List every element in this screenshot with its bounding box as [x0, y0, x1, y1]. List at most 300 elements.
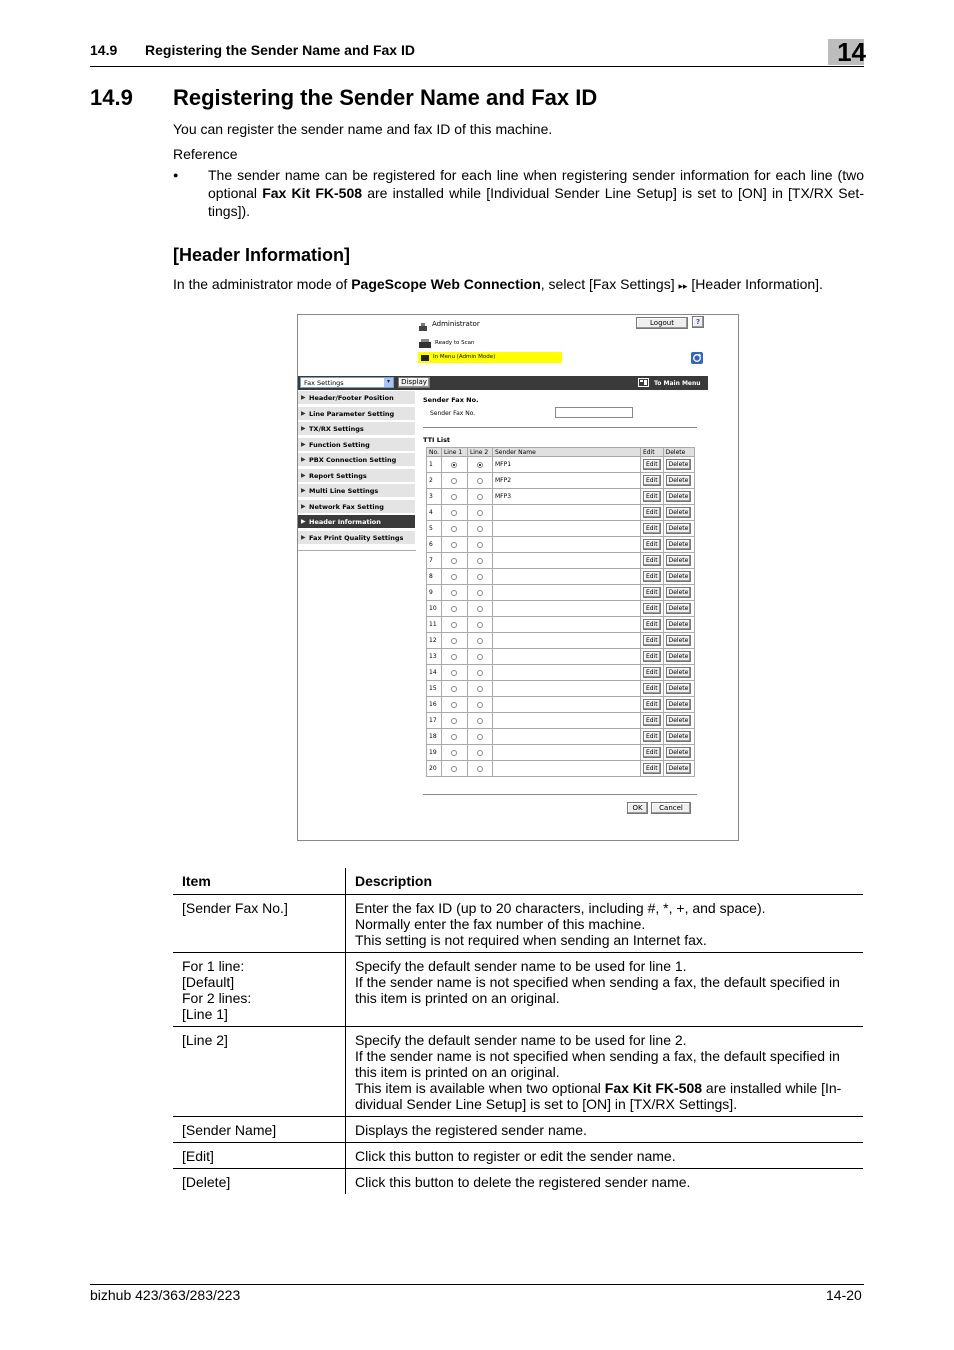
tti-row-no: 11	[427, 617, 442, 633]
menu-item-label: Multi Line Settings	[309, 487, 379, 495]
desc-description	[346, 1027, 864, 1117]
tti-row-sender-name	[492, 537, 640, 553]
tti-delete-cell	[663, 601, 694, 617]
tti-row-no: 7	[427, 553, 442, 569]
delete-button[interactable]: Delete	[666, 619, 692, 630]
heading-number: 14.9	[90, 85, 133, 110]
tti-delete-cell	[663, 745, 694, 761]
desc-item: [Sender Fax No.]	[173, 895, 346, 953]
delete-button[interactable]: Delete	[666, 459, 692, 470]
desc-item: For 1 line: [Default] For 2 lines: [Line 1]	[173, 953, 346, 1027]
tti-header-no: No.	[427, 448, 442, 457]
edit-button[interactable]: Edit	[643, 571, 661, 582]
category-select-value: Fax Settings	[304, 379, 344, 387]
delete-button[interactable]: Delete	[666, 731, 692, 742]
desc-header-description: Description	[346, 868, 864, 895]
tti-row-sender-name	[492, 649, 640, 665]
sender-fax-title: Sender Fax No.	[423, 396, 479, 404]
tti-line2-cell	[467, 569, 492, 585]
tti-row-no: 13	[427, 649, 442, 665]
desc-item: [Edit]	[173, 1143, 346, 1169]
desc-line: This setting is not required when sending an Internet fax.	[355, 932, 707, 948]
edit-button[interactable]: Edit	[643, 747, 661, 758]
desc-header-row	[173, 868, 863, 895]
tti-line2-cell	[467, 473, 492, 489]
tti-line1-cell	[441, 633, 467, 649]
tti-row-sender-name	[492, 681, 640, 697]
category-select[interactable]	[300, 377, 394, 388]
tti-line2-cell	[467, 633, 492, 649]
triangle-right-icon: ▶	[301, 518, 306, 525]
tti-row-no: 20	[427, 761, 442, 777]
tti-delete-cell	[663, 713, 694, 729]
line2-radio[interactable]	[477, 702, 483, 708]
tti-header-edit: Edit	[640, 448, 663, 457]
tti-row	[427, 761, 695, 777]
tti-delete-cell	[663, 585, 694, 601]
line1-radio[interactable]	[451, 494, 457, 500]
tti-row-sender-name	[492, 697, 640, 713]
desc-description	[346, 1117, 864, 1143]
tti-line2-cell	[467, 713, 492, 729]
menu-item[interactable]	[298, 515, 415, 529]
tti-row	[427, 489, 695, 505]
triangle-right-icon: ▶	[301, 533, 306, 541]
desc-item: [Delete]	[173, 1169, 346, 1195]
edit-button[interactable]: Edit	[643, 715, 661, 726]
tti-row-no: 4	[427, 505, 442, 521]
subheading: [Header Information]	[173, 245, 351, 265]
menu-item-label: Function Setting	[309, 440, 370, 449]
tti-delete-cell	[663, 681, 694, 697]
tti-row	[427, 681, 695, 697]
delete-button[interactable]: Delete	[666, 491, 692, 502]
tti-header-row	[427, 448, 695, 457]
line1-radio[interactable]	[451, 750, 457, 756]
tti-delete-cell	[663, 505, 694, 521]
menu-divider	[298, 550, 416, 551]
tti-delete-cell	[663, 617, 694, 633]
delete-button[interactable]: Delete	[666, 603, 692, 614]
desc-header-item: Item	[173, 868, 346, 895]
tti-header-line1: Line 1	[441, 448, 467, 457]
line2-radio[interactable]	[477, 670, 483, 676]
edit-button[interactable]: Edit	[643, 699, 661, 710]
edit-button[interactable]: Edit	[643, 555, 661, 566]
desc-line: Normally enter the fax number of this machine.	[355, 916, 646, 932]
line2-radio[interactable]	[477, 750, 483, 756]
tti-row-sender-name	[492, 569, 640, 585]
edit-button[interactable]: Edit	[643, 619, 661, 630]
edit-button[interactable]: Edit	[643, 523, 661, 534]
line1-radio[interactable]	[451, 766, 457, 772]
triangle-right-icon: ▶	[301, 409, 306, 417]
tti-row-no: 15	[427, 681, 442, 697]
delete-button[interactable]: Delete	[666, 763, 692, 774]
tti-edit-cell	[640, 697, 663, 713]
instruction-bold: PageScope Web Connection	[351, 276, 541, 292]
tti-header-line2: Line 2	[467, 448, 492, 457]
tti-delete-cell	[663, 697, 694, 713]
bullet-symbol: ●	[173, 170, 179, 180]
double-arrow-icon: ▸▸	[678, 281, 688, 291]
tti-list-title: TTI List	[423, 436, 451, 444]
menu-item[interactable]	[298, 531, 415, 545]
line1-radio[interactable]	[451, 478, 457, 484]
tti-line1-cell	[441, 649, 467, 665]
line1-radio[interactable]	[451, 590, 457, 596]
desc-row	[173, 1143, 863, 1169]
tti-line2-cell	[467, 745, 492, 761]
tti-delete-cell	[663, 633, 694, 649]
main-menu-icon[interactable]	[638, 378, 649, 387]
tti-line1-cell	[441, 505, 467, 521]
tti-delete-cell	[663, 489, 694, 505]
tti-header-delete: Delete	[663, 448, 694, 457]
desc-line: Click this button to register or edit the sender name.	[355, 1148, 676, 1164]
cancel-button[interactable]: Cancel	[651, 802, 691, 814]
desc-line: If the sender name is not specified when sending a fax, the default specified in this item is printed on an original.	[355, 1048, 840, 1080]
tti-edit-cell	[640, 473, 663, 489]
line2-radio[interactable]	[477, 606, 483, 612]
edit-button[interactable]: Edit	[643, 539, 661, 550]
desc-description	[346, 1169, 864, 1195]
help-button[interactable]: ?	[692, 316, 704, 328]
tti-edit-cell	[640, 761, 663, 777]
running-header	[90, 37, 866, 67]
tti-row-sender-name	[492, 729, 640, 745]
tti-row-sender-name	[492, 665, 640, 681]
delete-button[interactable]: Delete	[666, 587, 692, 598]
tti-line1-cell	[441, 681, 467, 697]
edit-button[interactable]: Edit	[643, 731, 661, 742]
desc-extra-bold: Fax Kit FK-508	[604, 1080, 703, 1096]
tti-line2-cell	[467, 761, 492, 777]
tti-line2-cell	[467, 457, 492, 473]
line1-radio[interactable]	[451, 702, 457, 708]
menu-item[interactable]	[298, 422, 415, 436]
settings-menu	[298, 391, 416, 551]
triangle-right-icon: ▶	[301, 440, 306, 448]
heading-title: Registering the Sender Name and Fax ID	[173, 85, 598, 110]
edit-button[interactable]: Edit	[643, 603, 661, 614]
menu-item[interactable]	[298, 407, 415, 421]
tti-row	[427, 521, 695, 537]
tti-line1-cell	[441, 473, 467, 489]
delete-button[interactable]: Delete	[666, 475, 692, 486]
tti-row-no: 14	[427, 665, 442, 681]
edit-button[interactable]: Edit	[643, 651, 661, 662]
tti-header-sender-name: Sender Name	[492, 448, 640, 457]
edit-button[interactable]: Edit	[643, 683, 661, 694]
line1-radio[interactable]	[451, 638, 457, 644]
tti-line2-cell	[467, 489, 492, 505]
desc-line: Enter the fax ID (up to 20 characters, including #, *, +, and space).	[355, 900, 766, 916]
desc-row	[173, 1169, 863, 1195]
tti-line1-cell	[441, 457, 467, 473]
tti-row-sender-name	[492, 761, 640, 777]
tti-delete-cell	[663, 729, 694, 745]
tti-row	[427, 505, 695, 521]
menu-item-label: Report Settings	[309, 471, 367, 480]
desc-extra-text-1: This item is available when two optional	[355, 1080, 605, 1096]
tti-row-sender-name	[492, 521, 640, 537]
line2-radio[interactable]	[477, 542, 483, 548]
line2-radio[interactable]	[477, 718, 483, 724]
tti-row-no: 10	[427, 601, 442, 617]
instruction-text-3: [Header Information].	[687, 276, 823, 292]
bottom-divider	[423, 794, 697, 795]
bullet-text-2: are installed while [Individual Sender Line Setup] is set to [ON] in [TX/RX Set- tings]).	[208, 185, 864, 219]
tti-row-no: 12	[427, 633, 442, 649]
tti-line1-cell	[441, 697, 467, 713]
delete-button[interactable]: Delete	[666, 699, 692, 710]
delete-button[interactable]: Delete	[666, 555, 692, 566]
desc-extra-text-2: are installed while [In- dividual Sender Line Setup] is set to [ON] in [TX/RX Settings].	[355, 1080, 842, 1112]
to-main-menu-link[interactable]: To Main Menu	[654, 380, 701, 387]
footer-page-number: 14-20	[826, 1287, 862, 1303]
delete-button[interactable]: Delete	[666, 571, 692, 582]
triangle-right-icon: ▶	[301, 502, 306, 510]
tti-edit-cell	[640, 585, 663, 601]
bullet-text	[208, 166, 864, 220]
line2-radio[interactable]	[477, 622, 483, 628]
tti-line2-cell	[467, 681, 492, 697]
delete-button[interactable]: Delete	[666, 715, 692, 726]
tti-edit-cell	[640, 553, 663, 569]
edit-button[interactable]: Edit	[643, 587, 661, 598]
line1-radio[interactable]	[451, 558, 457, 564]
desc-item: [Sender Name]	[173, 1117, 346, 1143]
tti-line2-cell	[467, 537, 492, 553]
line2-radio[interactable]	[477, 558, 483, 564]
delete-button[interactable]: Delete	[666, 683, 692, 694]
delete-button[interactable]: Delete	[666, 523, 692, 534]
tti-row-no: 6	[427, 537, 442, 553]
menu-item[interactable]	[298, 469, 415, 483]
triangle-right-icon: ▶	[301, 456, 306, 463]
edit-button[interactable]: Edit	[643, 635, 661, 646]
line1-radio[interactable]	[451, 510, 457, 516]
menu-item[interactable]	[298, 391, 415, 405]
scanner-status-icon	[418, 337, 432, 349]
tti-line1-cell	[441, 553, 467, 569]
triangle-right-icon: ▶	[301, 394, 306, 401]
tti-line2-cell	[467, 505, 492, 521]
ready-status: Ready to Scan	[435, 340, 475, 346]
tti-row	[427, 649, 695, 665]
logout-button[interactable]: Logout	[636, 317, 688, 329]
menu-item-label: Fax Print Quality Settings	[309, 533, 404, 542]
tti-row-sender-name: MFP2	[492, 473, 640, 489]
tti-row-no: 3	[427, 489, 442, 505]
tti-line2-cell	[467, 601, 492, 617]
tti-edit-cell	[640, 649, 663, 665]
ok-button[interactable]: OK	[627, 802, 648, 814]
tti-row-no: 18	[427, 729, 442, 745]
tti-line1-cell	[441, 761, 467, 777]
tti-line2-cell	[467, 697, 492, 713]
line2-radio[interactable]	[477, 510, 483, 516]
line2-radio[interactable]	[477, 734, 483, 740]
tti-edit-cell	[640, 745, 663, 761]
tti-line1-cell	[441, 521, 467, 537]
tti-edit-cell	[640, 537, 663, 553]
line2-radio[interactable]	[477, 478, 483, 484]
desc-row	[173, 1117, 863, 1143]
tti-line1-cell	[441, 745, 467, 761]
display-button[interactable]: Display	[398, 377, 430, 388]
line2-radio[interactable]	[477, 766, 483, 772]
tti-row-no: 16	[427, 697, 442, 713]
menu-item[interactable]	[298, 438, 415, 452]
desc-line: Displays the registered sender name.	[355, 1122, 587, 1138]
edit-button[interactable]: Edit	[643, 507, 661, 518]
tti-edit-cell	[640, 601, 663, 617]
desc-description	[346, 895, 864, 953]
tti-row-no: 17	[427, 713, 442, 729]
tti-line1-cell	[441, 537, 467, 553]
section-divider	[423, 427, 697, 428]
menu-item[interactable]	[298, 484, 415, 498]
line1-radio[interactable]	[451, 670, 457, 676]
description-table	[173, 868, 863, 1194]
delete-button[interactable]: Delete	[666, 747, 692, 758]
tti-line1-cell	[441, 585, 467, 601]
line2-radio[interactable]	[477, 574, 483, 580]
desc-description	[346, 1143, 864, 1169]
delete-button[interactable]: Delete	[666, 651, 692, 662]
line2-radio[interactable]	[477, 638, 483, 644]
line1-radio[interactable]	[451, 574, 457, 580]
in-menu-status: In Menu (Admin Mode)	[433, 354, 496, 360]
line1-radio[interactable]	[451, 654, 457, 660]
administrator-label: Administrator	[432, 320, 480, 328]
line2-radio[interactable]	[477, 590, 483, 596]
tti-row	[427, 569, 695, 585]
tti-row	[427, 745, 695, 761]
tti-delete-cell	[663, 537, 694, 553]
line1-radio[interactable]	[451, 686, 457, 692]
web-connection-screenshot	[297, 314, 739, 841]
tti-row-no: 2	[427, 473, 442, 489]
tti-row	[427, 457, 695, 473]
line1-radio[interactable]	[451, 734, 457, 740]
tti-row-sender-name: MFP1	[492, 457, 640, 473]
tti-edit-cell	[640, 569, 663, 585]
delete-button[interactable]: Delete	[666, 507, 692, 518]
line2-radio[interactable]	[477, 526, 483, 532]
tti-row-sender-name	[492, 633, 640, 649]
in-menu-status-bar	[418, 352, 562, 363]
line2-radio[interactable]	[477, 462, 483, 468]
instruction-text-1: In the administrator mode of	[173, 276, 352, 292]
tti-row	[427, 633, 695, 649]
desc-line: Click this button to delete the registered sender name.	[355, 1174, 691, 1190]
bullet-bold: Fax Kit FK-508	[262, 185, 363, 201]
instruction-text-2: , select [Fax Settings]	[540, 276, 679, 292]
tti-delete-cell	[663, 649, 694, 665]
tti-delete-cell	[663, 521, 694, 537]
line1-radio[interactable]	[451, 542, 457, 548]
tti-row-sender-name	[492, 553, 640, 569]
tti-line2-cell	[467, 649, 492, 665]
desc-line: Specify the default sender name to be used for line 2.	[355, 1032, 687, 1048]
tti-row-sender-name	[492, 505, 640, 521]
tti-line1-cell	[441, 569, 467, 585]
intro-text: You can register the sender name and fax ID of this machine.	[173, 121, 553, 137]
edit-button[interactable]: Edit	[643, 459, 661, 470]
tti-edit-cell	[640, 681, 663, 697]
chapter-number-box	[828, 39, 864, 65]
tti-list-table	[426, 447, 695, 777]
desc-line-extra	[355, 1080, 854, 1112]
line1-radio[interactable]	[451, 718, 457, 724]
tti-row-sender-name	[492, 585, 640, 601]
line2-radio[interactable]	[477, 654, 483, 660]
delete-button[interactable]: Delete	[666, 667, 692, 678]
tti-row-sender-name	[492, 713, 640, 729]
tti-row	[427, 601, 695, 617]
tti-edit-cell	[640, 457, 663, 473]
tti-row	[427, 537, 695, 553]
tti-line2-cell	[467, 521, 492, 537]
chevron-down-icon: ▾	[384, 378, 393, 387]
desc-row	[173, 895, 863, 953]
tti-line2-cell	[467, 585, 492, 601]
tti-row	[427, 713, 695, 729]
sender-fax-input[interactable]	[555, 407, 633, 418]
menu-item[interactable]	[298, 453, 415, 467]
tti-edit-cell	[640, 665, 663, 681]
edit-button[interactable]: Edit	[643, 667, 661, 678]
edit-button[interactable]: Edit	[643, 763, 661, 774]
tti-line2-cell	[467, 665, 492, 681]
line1-radio[interactable]	[451, 622, 457, 628]
tti-delete-cell	[663, 473, 694, 489]
edit-button[interactable]: Edit	[643, 491, 661, 502]
chapter-number: 14	[837, 37, 866, 67]
reference-label: Reference	[173, 146, 238, 162]
desc-line: If the sender name is not specified when sending a fax, the default specified in this item is printed on an original.	[355, 974, 840, 1006]
line1-radio[interactable]	[451, 606, 457, 612]
desc-row	[173, 953, 863, 1027]
instruction-text	[173, 276, 823, 292]
footer-model: bizhub 423/363/283/223	[90, 1287, 241, 1303]
line1-radio[interactable]	[451, 462, 457, 468]
line2-radio[interactable]	[477, 494, 483, 500]
tti-line1-cell	[441, 489, 467, 505]
tti-delete-cell	[663, 665, 694, 681]
refresh-icon[interactable]	[691, 351, 703, 363]
edit-button[interactable]: Edit	[643, 475, 661, 486]
line2-radio[interactable]	[477, 686, 483, 692]
tti-row-sender-name: MFP3	[492, 489, 640, 505]
tti-row-sender-name	[492, 601, 640, 617]
tti-line1-cell	[441, 601, 467, 617]
delete-button[interactable]: Delete	[666, 635, 692, 646]
tti-line2-cell	[467, 729, 492, 745]
tti-edit-cell	[640, 633, 663, 649]
menu-item-label: Line Parameter Setting	[309, 409, 395, 418]
menu-item-label: TX/RX Settings	[309, 425, 364, 433]
delete-button[interactable]: Delete	[666, 539, 692, 550]
administrator-icon	[418, 319, 428, 328]
menu-item[interactable]	[298, 500, 415, 514]
line1-radio[interactable]	[451, 526, 457, 532]
tti-line2-cell	[467, 617, 492, 633]
bullet-text-1: The sender name can be registered for each line when registering sender information for each line (two optional	[208, 167, 864, 201]
